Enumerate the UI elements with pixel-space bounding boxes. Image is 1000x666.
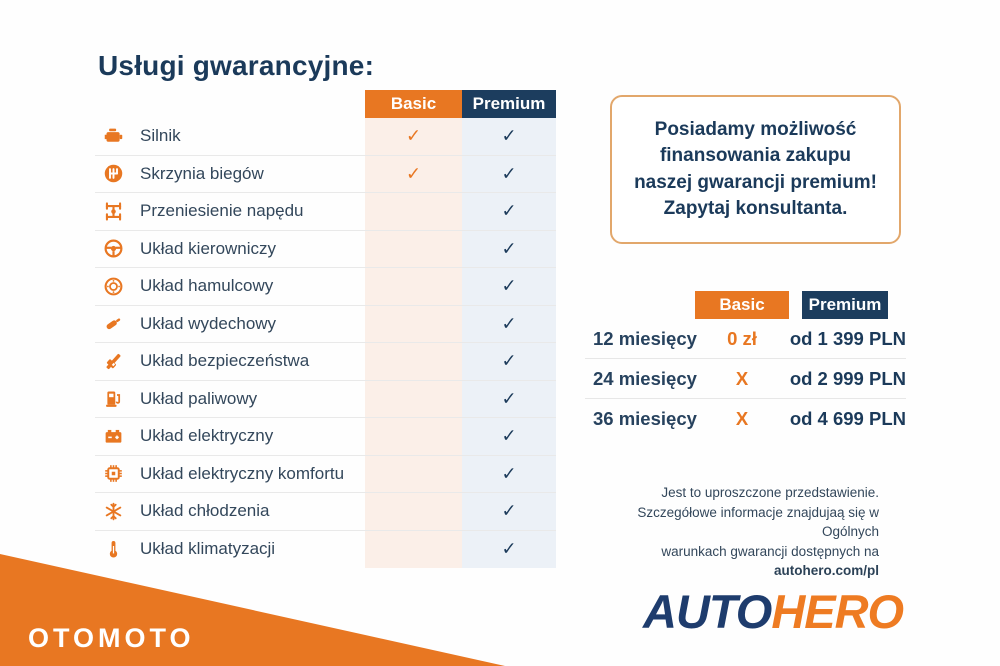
premium-checkmark: ✓ (501, 463, 517, 485)
period-label: 12 miesięcy (593, 327, 697, 349)
premium-checkmark: ✓ (501, 163, 517, 185)
basic-checkmark: ✓ (405, 125, 422, 147)
table-row (95, 418, 556, 456)
service-label: Układ chłodzenia (140, 501, 270, 521)
service-label: Układ wydechowy (140, 313, 277, 333)
table-row (95, 268, 556, 306)
premium-checkmark: ✓ (501, 313, 517, 335)
table-row (95, 118, 556, 156)
premium-price: od 2 999 PLN (789, 367, 906, 389)
basic-price: X (735, 367, 749, 389)
period-label: 24 miesięcy (593, 367, 697, 389)
chip-icon (102, 463, 124, 485)
table-row (95, 343, 556, 381)
thermometer-icon (102, 538, 124, 560)
table-row (95, 456, 556, 494)
table-row (95, 193, 556, 231)
battery-icon (102, 425, 124, 447)
table-row (95, 156, 556, 194)
promo-line: Zapytaj konsultanta. (663, 197, 848, 219)
basic-checkmark: ✓ (405, 163, 422, 185)
premium-checkmark: ✓ (501, 388, 517, 410)
table-row (95, 531, 556, 569)
pricing-row (585, 399, 906, 439)
premium-checkmark: ✓ (501, 200, 517, 222)
comparison-rows (95, 118, 556, 568)
snowflake-icon (102, 500, 124, 522)
promo-line: Posiadamy możliwość (654, 119, 857, 141)
autohero-logo-auto: AUTO (643, 585, 772, 638)
autohero-logo-hero: HERO (771, 585, 904, 638)
service-label: Układ kierowniczy (140, 238, 277, 258)
premium-checkmark: ✓ (501, 125, 517, 147)
table-row (95, 231, 556, 269)
fuel-pump-icon (102, 388, 124, 410)
service-label: Układ paliwowy (140, 388, 258, 408)
warranty-comparison-table (95, 90, 556, 568)
brake-disc-icon (102, 275, 124, 297)
premium-column-header: Premium (462, 90, 556, 118)
gearbox-icon (102, 163, 124, 185)
pricing-row (585, 359, 906, 399)
table-row (95, 381, 556, 419)
basic-column-header: Basic (365, 90, 462, 118)
premium-checkmark: ✓ (501, 350, 517, 372)
engine-icon (102, 125, 124, 147)
pricing-row (585, 319, 906, 359)
premium-checkmark: ✓ (501, 275, 517, 297)
seatbelt-icon (102, 350, 124, 372)
premium-price: od 1 399 PLN (789, 327, 906, 349)
premium-checkmark: ✓ (501, 538, 517, 560)
promo-line: finansowania zakupu (659, 145, 852, 167)
disclaimer-line-prefix: warunkach gwarancji dostępnych na (661, 543, 879, 559)
service-label: Przeniesienie napędu (140, 201, 304, 221)
disclaimer-line: Szczegółowe informacje znajdujaą się w Ogólnych (637, 504, 879, 540)
autohero-logo (643, 584, 903, 639)
steering-wheel-icon (102, 238, 124, 260)
service-label: Silnik (140, 126, 181, 146)
drivetrain-icon (102, 200, 124, 222)
financing-promo-box (610, 95, 901, 244)
premium-checkmark: ✓ (501, 238, 517, 260)
premium-price: od 4 699 PLN (789, 408, 906, 429)
service-label: Układ elektryczny komfortu (140, 463, 345, 483)
service-label: Skrzynia biegów (140, 163, 264, 183)
service-label: Układ hamulcowy (140, 276, 274, 296)
exhaust-icon (102, 313, 124, 335)
service-label: Układ bezpieczeństwa (140, 351, 310, 371)
pricing-basic-header: Basic (695, 291, 789, 319)
premium-checkmark: ✓ (501, 500, 517, 522)
basic-price: X (735, 408, 749, 429)
service-label: Układ klimatyzacji (140, 539, 276, 559)
period-label: 36 miesięcy (593, 408, 697, 429)
autohero-url: autohero.com/pl (773, 563, 879, 579)
basic-price: 0 zł (727, 327, 757, 349)
table-row (95, 306, 556, 344)
pricing-rows (585, 319, 906, 439)
disclaimer-line: Jest to uproszczone przedstawienie. (661, 485, 879, 500)
page-title: Usługi gwarancyjne: (98, 50, 375, 81)
disclaimer-line (578, 542, 879, 581)
promo-line: naszej gwarancji premium! (634, 171, 877, 193)
disclaimer-text (578, 483, 879, 581)
premium-checkmark: ✓ (501, 425, 517, 447)
pricing-premium-header: Premium (802, 291, 888, 319)
service-label: Układ elektryczny (140, 426, 274, 446)
otomoto-logo: OTOMOTO (28, 623, 195, 653)
table-row (95, 493, 556, 531)
